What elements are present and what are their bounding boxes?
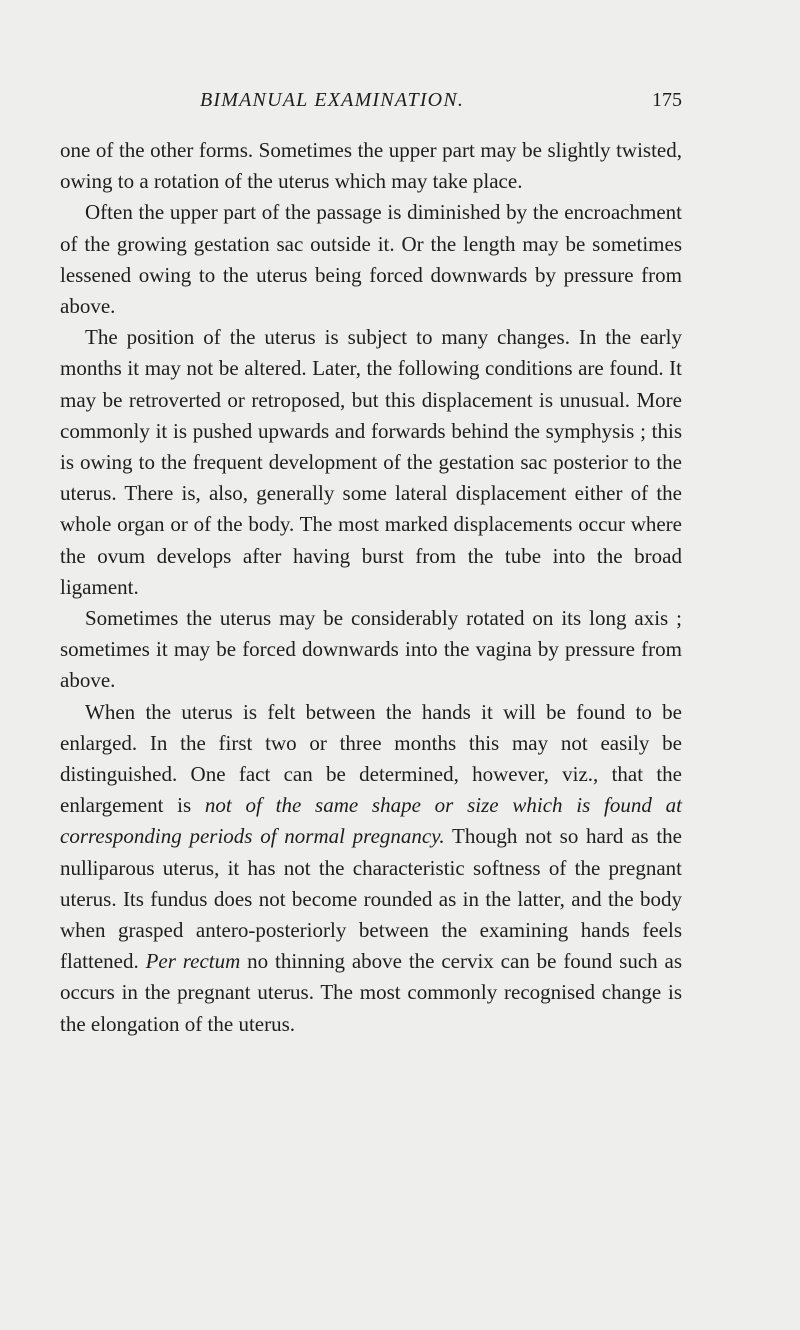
paragraph: Often the upper part of the passage is diminished by the encroachment of the growing gestation sac outside it. Or the length may be sometimes lessened owing to the uterus being forced downwards by pressure from above. — [60, 200, 682, 319]
paragraph: The position of the uterus is subject to many changes. In the early months it may not be altered. Later, the following conditions are found. It may be retroverted or retroposed, but this displacement is unusual. More commonly it is pushed upwards and forwards behind the symphysis ; this is owing to the frequent development of the gestation sac posterior to the uterus. There is, also, generally some lateral displacement either of the whole organ or of the body. The most marked displacements occur where the ovum develops after having burst from the tube into the broad ligament. — [60, 325, 682, 599]
text-run: When the uterus is felt between the hands it will be found to be enlarged. In the first two or three months this may not easily be distinguished. One fact can be determined, however, viz., that the enlargement is — [60, 699, 682, 818]
page-number: 175 — [652, 89, 682, 111]
running-title: BIMANUAL EXAMINATION. — [200, 89, 465, 111]
running-head — [60, 89, 682, 119]
italic-run: not of the same shape or size which is found at corresponding periods of normal pregnancy. — [60, 793, 682, 849]
paragraph-with-italics — [60, 697, 682, 1040]
paragraph: Sometimes the uterus may be considerably rotated on its long axis ; sometimes it may be forced downwards into the vagina by pressure from above. — [60, 606, 682, 693]
text-run: no thinning above the cervix can be found such as occurs in the pregnant uterus. The most commonly recognised change is the elongation of the uterus. — [60, 949, 682, 1036]
body-text — [60, 135, 682, 1040]
paragraph-continued: one of the other forms. Sometimes the upper part may be slightly twisted, owing to a rotation of the uterus which may take place. — [60, 138, 682, 194]
italic-run: Per rectum — [145, 949, 241, 974]
text-run: Though not so hard as the nulliparous uterus, it has not the characteristic softness of the pregnant uterus. Its fundus does not become rounded as in the latter, and the body when grasped antero-posteriorly between the examining hands feels flattened. — [60, 824, 683, 974]
